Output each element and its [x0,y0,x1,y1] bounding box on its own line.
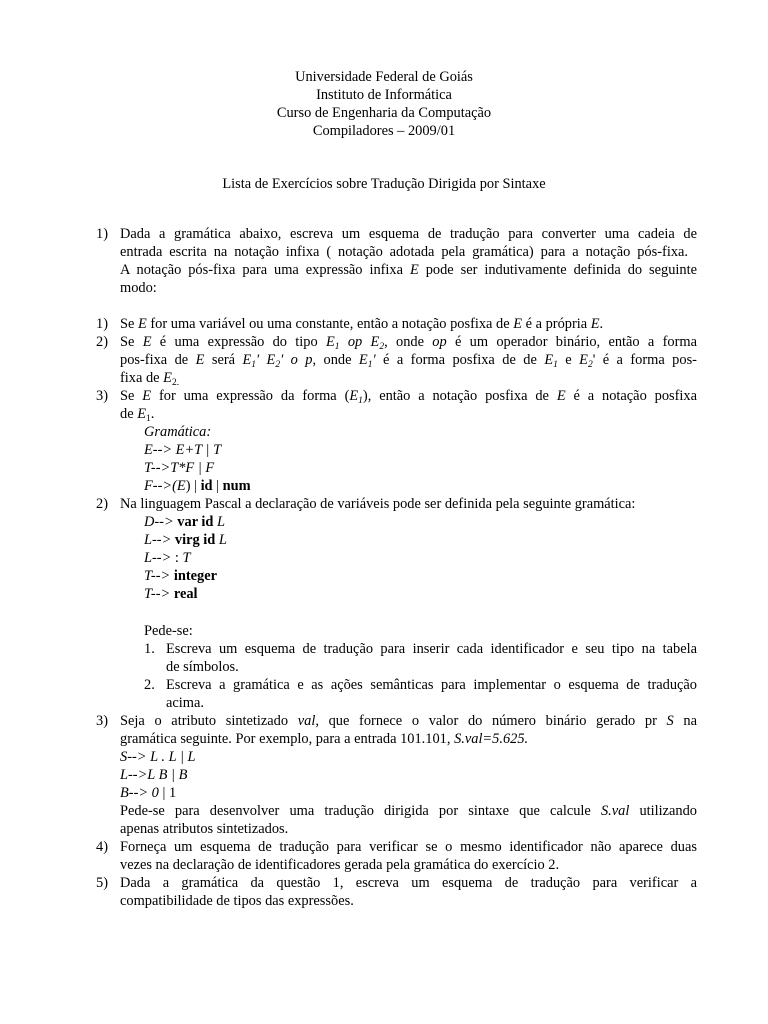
q4-number: 4) [96,839,108,855]
q3-line-2: gramática seguinte. Por exemplo, para a entrada 101.101, S.val=5.625. [120,731,529,747]
q2-grammar-rule-4: T--> integer [144,568,217,584]
q2-grammar-rule-5: T--> real [144,586,198,602]
q2-line-1: Na linguagem Pascal a declaração de variáveis pode ser definida pela seguinte gramática: [120,496,636,512]
q2-item-2-line-2: acima. [166,695,204,711]
q3-line-1: Seja o atributo sintetizado val, que fornece o valor do número binário gerado pr S na [120,713,697,729]
q1-grammar-rule-2: T-->T*F | F [144,460,215,476]
q2-item-2-number: 2. [144,677,155,693]
q3-line-4: apenas atributos sintetizados. [120,821,289,837]
header-subject: Compiladores – 2009/01 [312,123,456,139]
q2-grammar-rule-2: L--> virg id L [144,532,227,548]
q1-rule-2-line-2: pos-fixa de E será $E_1'$ $E_2'$ o p, onde $E_1'$ é a forma posfixa de de $E_1$ e $E_2'$ é a forma pos- [120,352,697,370]
q3-grammar-rule-3: B--> 0 | 1 [120,785,177,801]
q1-grammar-label: Gramática: [144,424,212,440]
q3-number: 3) [96,713,108,729]
q2-ask-label: Pede-se: [144,623,193,639]
header-institute: Instituto de Informática [316,87,452,103]
q2-item-1-line-1: Escreva um esquema de tradução para inserir cada identificador e seu tipo na tabela [166,641,697,657]
q3-grammar-rule-2: L-->L B | B [120,767,188,783]
q3-line-3: Pede-se para desenvolver uma tradução dirigida por sintaxe que calcule S.val utilizando [120,803,697,819]
q1-line-4: modo: [120,280,157,296]
q1-line-3: A notação pós-fixa para uma expressão infixa E pode ser indutivamente definida do seguinte [120,262,697,278]
q1-grammar-rule-1: E--> E+T | T [144,442,222,458]
q1-number: 1) [96,226,108,242]
q3-grammar-rule-1: S--> L . L | L [120,749,196,765]
q1-rule-3-line-1: Se E for uma expressão da forma $(E_1)$, então a notação posfixa de E é a notação posfixa [120,388,697,406]
q1-grammar-rule-3: F-->(E) | id | num [144,478,251,494]
q4-line-2: vezes na declaração de identificadores gerada pela gramática do exercício 2. [120,857,560,873]
q2-item-1-number: 1. [144,641,155,657]
q2-item-1-line-2: de símbolos. [166,659,239,675]
q1-rule-1-number: 1) [96,316,108,332]
q1-line-1: Dada a gramática abaixo, escreva um esquema de tradução para converter uma cadeia de [120,226,697,242]
document-title: Lista de Exercícios sobre Tradução Dirigida por Sintaxe [222,176,546,192]
q2-number: 2) [96,496,108,512]
q1-rule-3-line-2: de $E_1$. [120,406,155,424]
q5-number: 5) [96,875,108,891]
q2-item-2-line-1: Escreva a gramática e as ações semânticas para implementar o esquema de tradução [166,677,697,693]
q2-grammar-rule-3: L--> : T [144,550,191,566]
q1-rule-1: Se E for uma variável ou uma constante, então a notação posfixa de E é a própria E. [120,316,604,332]
q1-rule-2-number: 2) [96,334,108,350]
q2-grammar-rule-1: D--> var id L [144,514,226,530]
header-course: Curso de Engenharia da Computação [276,105,492,121]
q1-rule-3-number: 3) [96,388,108,404]
q5-line-1: Dada a gramática da questão 1, escreva um esquema de tradução para verificar a [120,875,697,891]
header-university: Universidade Federal de Goiás [295,69,473,85]
q1-rule-2-line-1: Se E é uma expressão do tipo $E_1$ op $E_2$, onde op é um operador binário, então a forma [120,334,697,352]
q4-line-1: Forneça um esquema de tradução para verificar se o mesmo identificador não aparece duas [120,839,697,855]
q1-line-2: entrada escrita na notação infixa ( notação adotada pela gramática) para a notação pós-fixa. [120,244,688,260]
q5-line-2: compatibilidade de tipos das expressões. [120,893,354,909]
q1-rule-2-line-3: fixa de $E_{2.}$ [120,370,180,388]
